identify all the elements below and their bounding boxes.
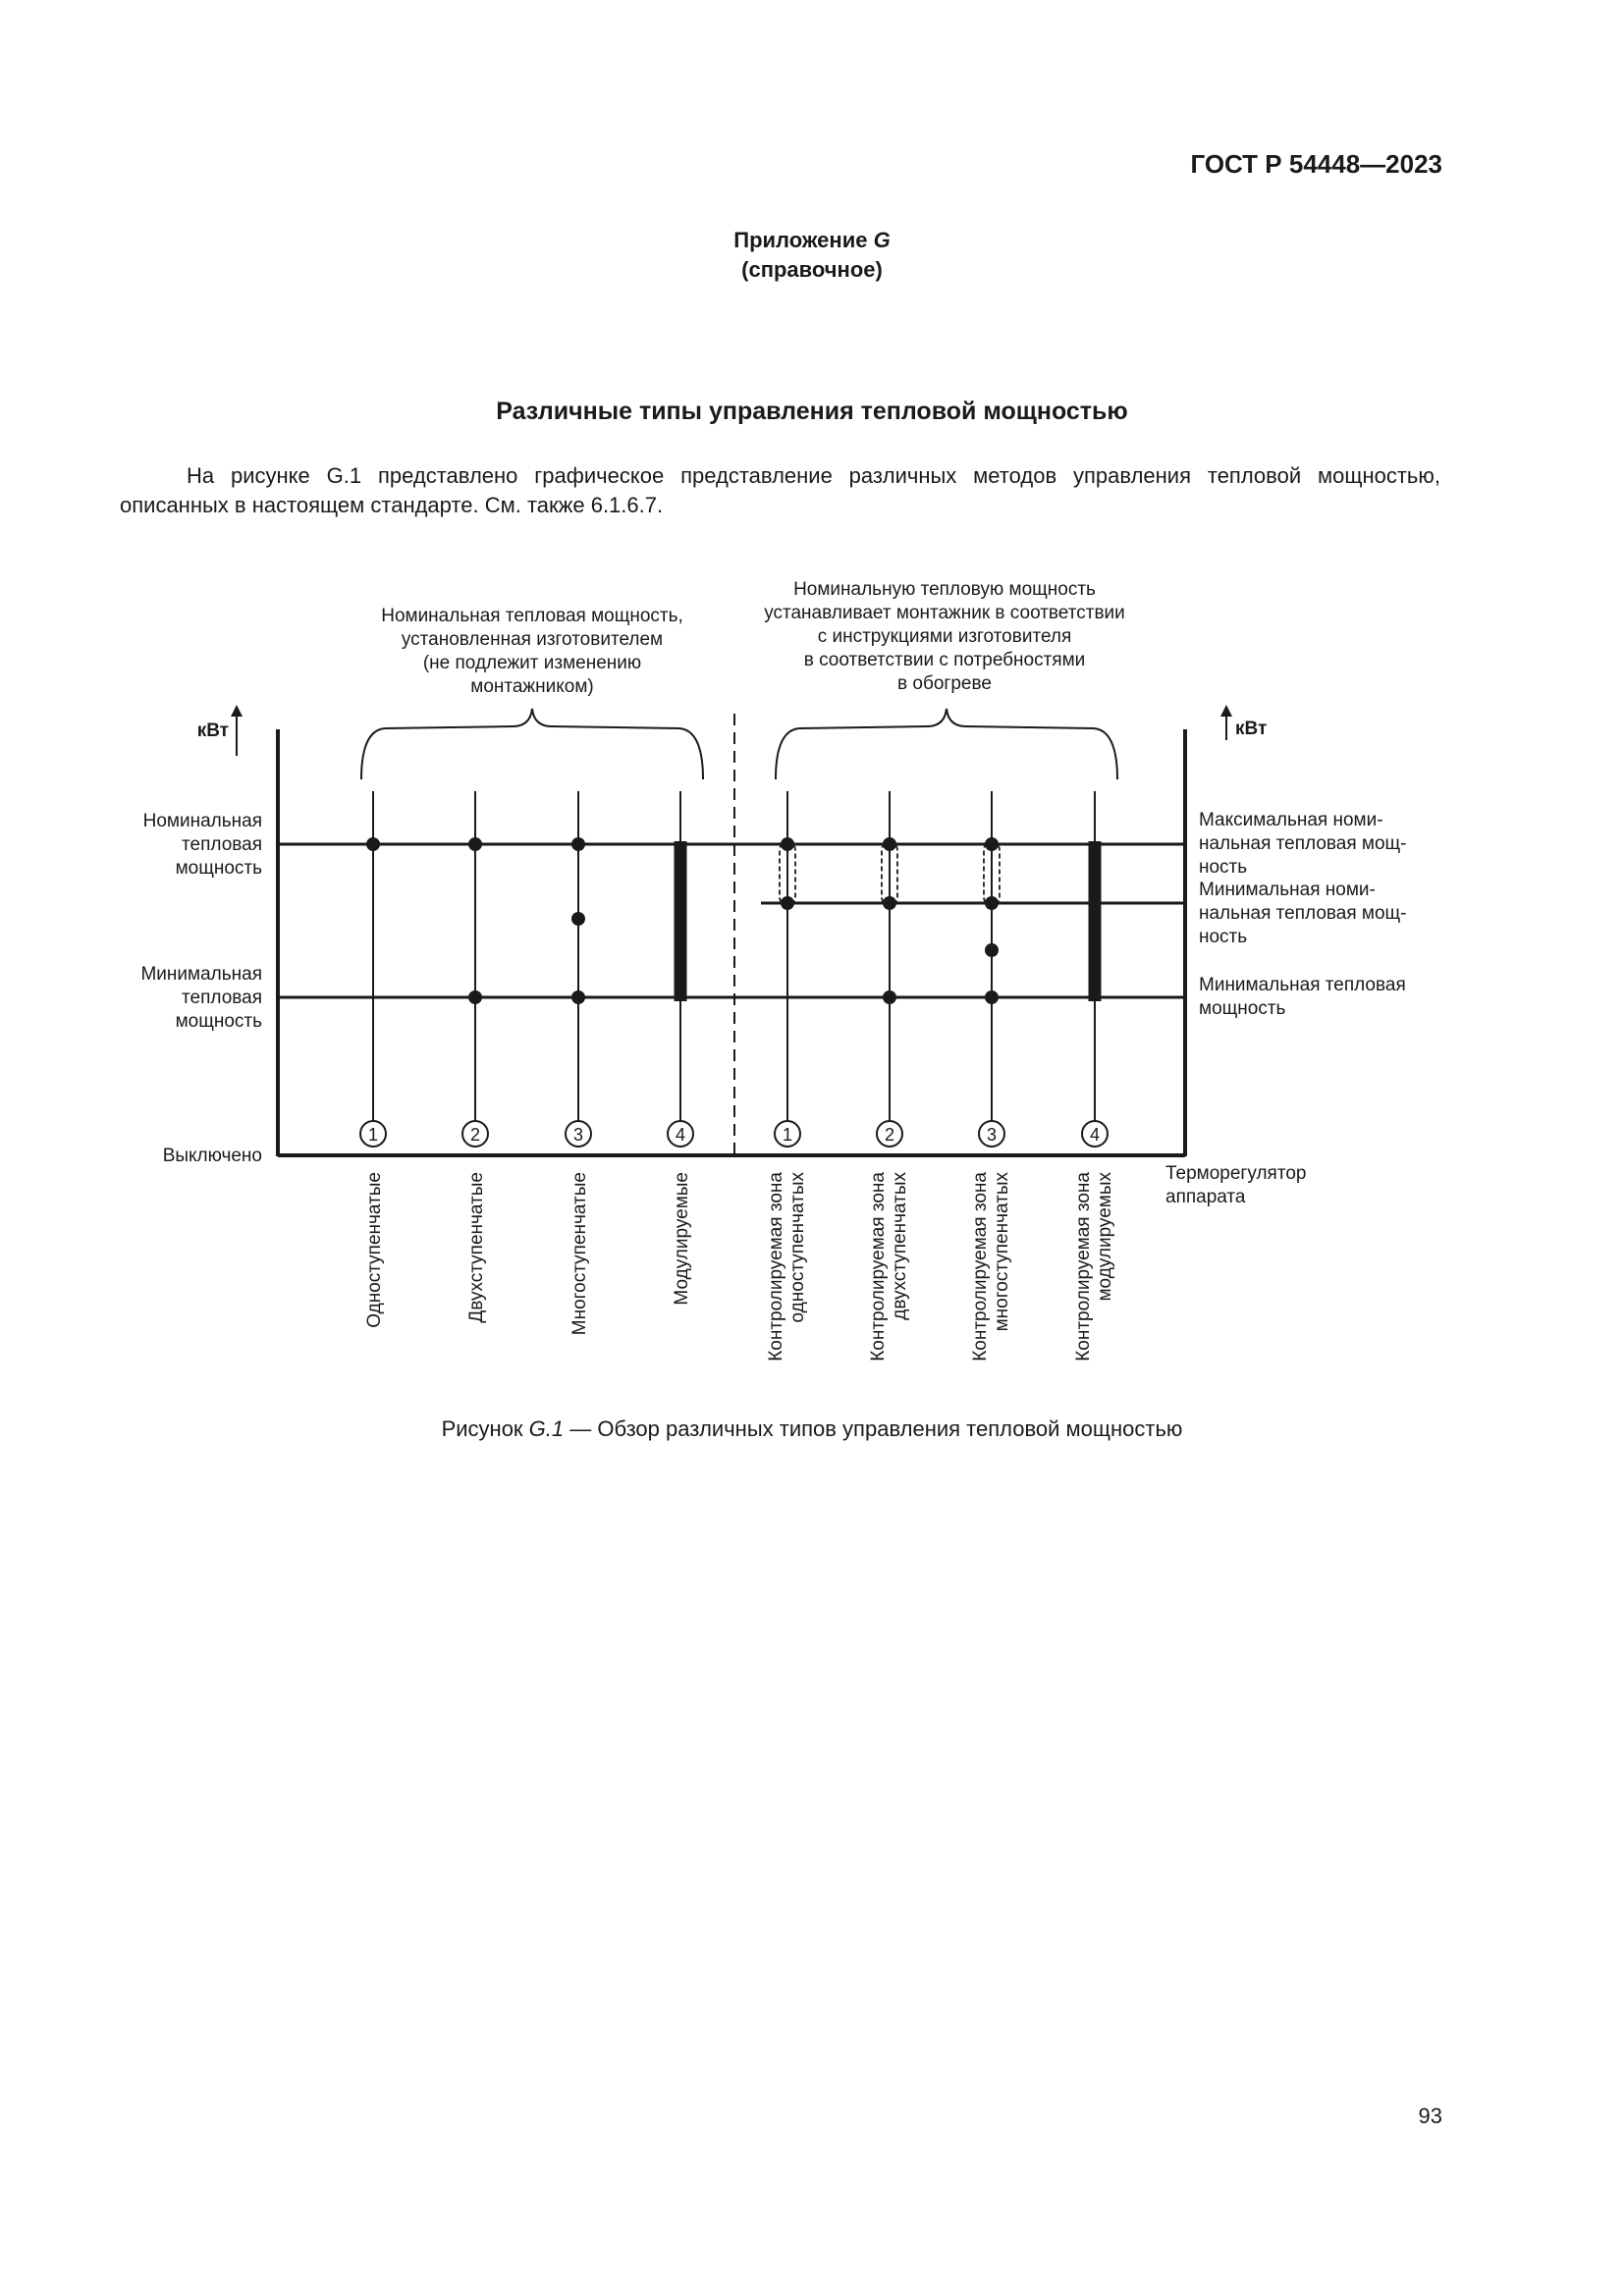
intro-paragraph: На рисунке G.1 представлено графическое представление различных методов управления тепловой мощностью, описанных в настоящем стандарте. См. также 6.1.6.7. xyxy=(120,463,1440,517)
group-left-label xyxy=(381,606,683,697)
svg-text:аппарата: аппарата xyxy=(1165,1187,1246,1207)
right-group-brace xyxy=(776,709,1117,779)
document-code: ГОСТ Р 54448—2023 xyxy=(1190,149,1442,179)
right-max-nominal-label xyxy=(1199,810,1407,878)
svg-text:ность: ность xyxy=(1199,927,1248,947)
column-number: 3 xyxy=(572,1125,584,1145)
column-label: многоступенчатых xyxy=(992,1172,1012,1332)
left-group-brace xyxy=(361,709,703,779)
svg-text:в соответствии с потребностями: в соответствии с потребностями xyxy=(803,650,1086,670)
column-label: модулируемых xyxy=(1095,1172,1115,1302)
column-number: 2 xyxy=(884,1125,895,1145)
svg-text:Номинальную тепловую мощность: Номинальную тепловую мощность xyxy=(793,579,1096,600)
right-minimal-label xyxy=(1199,975,1406,1019)
svg-text:Максимальная номи-: Максимальная номи- xyxy=(1199,810,1383,830)
group-right-label xyxy=(764,579,1125,694)
column-label: двухступенчатых xyxy=(890,1172,910,1320)
caption-text: — Обзор различных типов управления тепловой мощностью xyxy=(564,1416,1183,1441)
column-3 xyxy=(668,1121,693,1306)
column-label: Контролируемая зона xyxy=(868,1172,889,1362)
caption-number: G.1 xyxy=(528,1416,565,1441)
column-number: 1 xyxy=(367,1125,379,1145)
figure-caption xyxy=(0,1416,1624,1442)
column-label: одноступенчатых xyxy=(787,1172,808,1323)
caption-prefix: Рисунок xyxy=(441,1416,529,1441)
column-2 xyxy=(566,1121,591,1335)
column-label: Контролируемая зона xyxy=(1073,1172,1094,1362)
column-number: 2 xyxy=(469,1125,481,1145)
svg-text:Минимальная номи-: Минимальная номи- xyxy=(1199,880,1376,900)
svg-text:установленная изготовителем: установленная изготовителем xyxy=(401,629,664,650)
svg-text:устанавливает монтажник в соот: устанавливает монтажник в соответствии xyxy=(764,603,1125,623)
column-label: Контролируемая зона xyxy=(766,1172,786,1362)
column-1 xyxy=(462,1121,488,1323)
svg-text:мощность: мощность xyxy=(175,858,262,879)
svg-text:нальная тепловая мощ-: нальная тепловая мощ- xyxy=(1199,833,1407,854)
svg-text:Номинальная тепловая мощность,: Номинальная тепловая мощность, xyxy=(381,606,683,626)
svg-text:Терморегулятор: Терморегулятор xyxy=(1165,1163,1307,1184)
page-number: 93 xyxy=(1418,2104,1442,2128)
column-number: 1 xyxy=(782,1125,793,1145)
left-unit-label: кВт xyxy=(196,721,229,741)
svg-text:мощность: мощность xyxy=(1199,998,1286,1019)
column-0 xyxy=(360,1121,386,1328)
section-title: Различные типы управления тепловой мощностью xyxy=(496,398,1128,425)
right-unit-label: кВт xyxy=(1235,719,1268,739)
svg-text:Номинальная: Номинальная xyxy=(142,811,262,831)
appendix-prefix: Приложение xyxy=(733,228,868,252)
column-number: 3 xyxy=(986,1125,998,1145)
svg-text:с инструкциями изготовителя: с инструкциями изготовителя xyxy=(817,626,1072,647)
svg-text:ность: ность xyxy=(1199,857,1248,878)
thermostat-label xyxy=(1165,1163,1306,1207)
svg-text:мощность: мощность xyxy=(175,1011,262,1032)
column-number: 4 xyxy=(1089,1125,1101,1145)
appendix-kind: (справочное) xyxy=(741,257,883,282)
left-off-label: Выключено xyxy=(162,1146,262,1166)
column-label: Двухступенчатые xyxy=(466,1172,487,1323)
svg-text:Минимальная тепловая: Минимальная тепловая xyxy=(1199,975,1406,995)
svg-text:монтажником): монтажником) xyxy=(470,676,594,697)
column-label: Модулируемые xyxy=(672,1172,692,1306)
column-label: Контролируемая зона xyxy=(970,1172,991,1362)
column-number: 4 xyxy=(675,1125,686,1145)
column-label: Многоступенчатые xyxy=(569,1172,590,1336)
svg-text:Минимальная: Минимальная xyxy=(140,964,262,985)
column-label: Одноступенчатые xyxy=(364,1172,385,1328)
svg-text:(не подлежит изменению: (не подлежит изменению xyxy=(422,653,642,673)
left-minimal-label xyxy=(140,964,262,1032)
svg-text:нальная тепловая мощ-: нальная тепловая мощ- xyxy=(1199,903,1407,924)
left-nominal-label xyxy=(143,811,262,879)
appendix-letter: G xyxy=(873,228,891,252)
right-min-nominal-label xyxy=(1199,880,1407,947)
svg-text:в обогреве: в обогреве xyxy=(897,673,992,694)
svg-text:тепловая: тепловая xyxy=(182,988,262,1008)
svg-text:тепловая: тепловая xyxy=(182,834,262,855)
